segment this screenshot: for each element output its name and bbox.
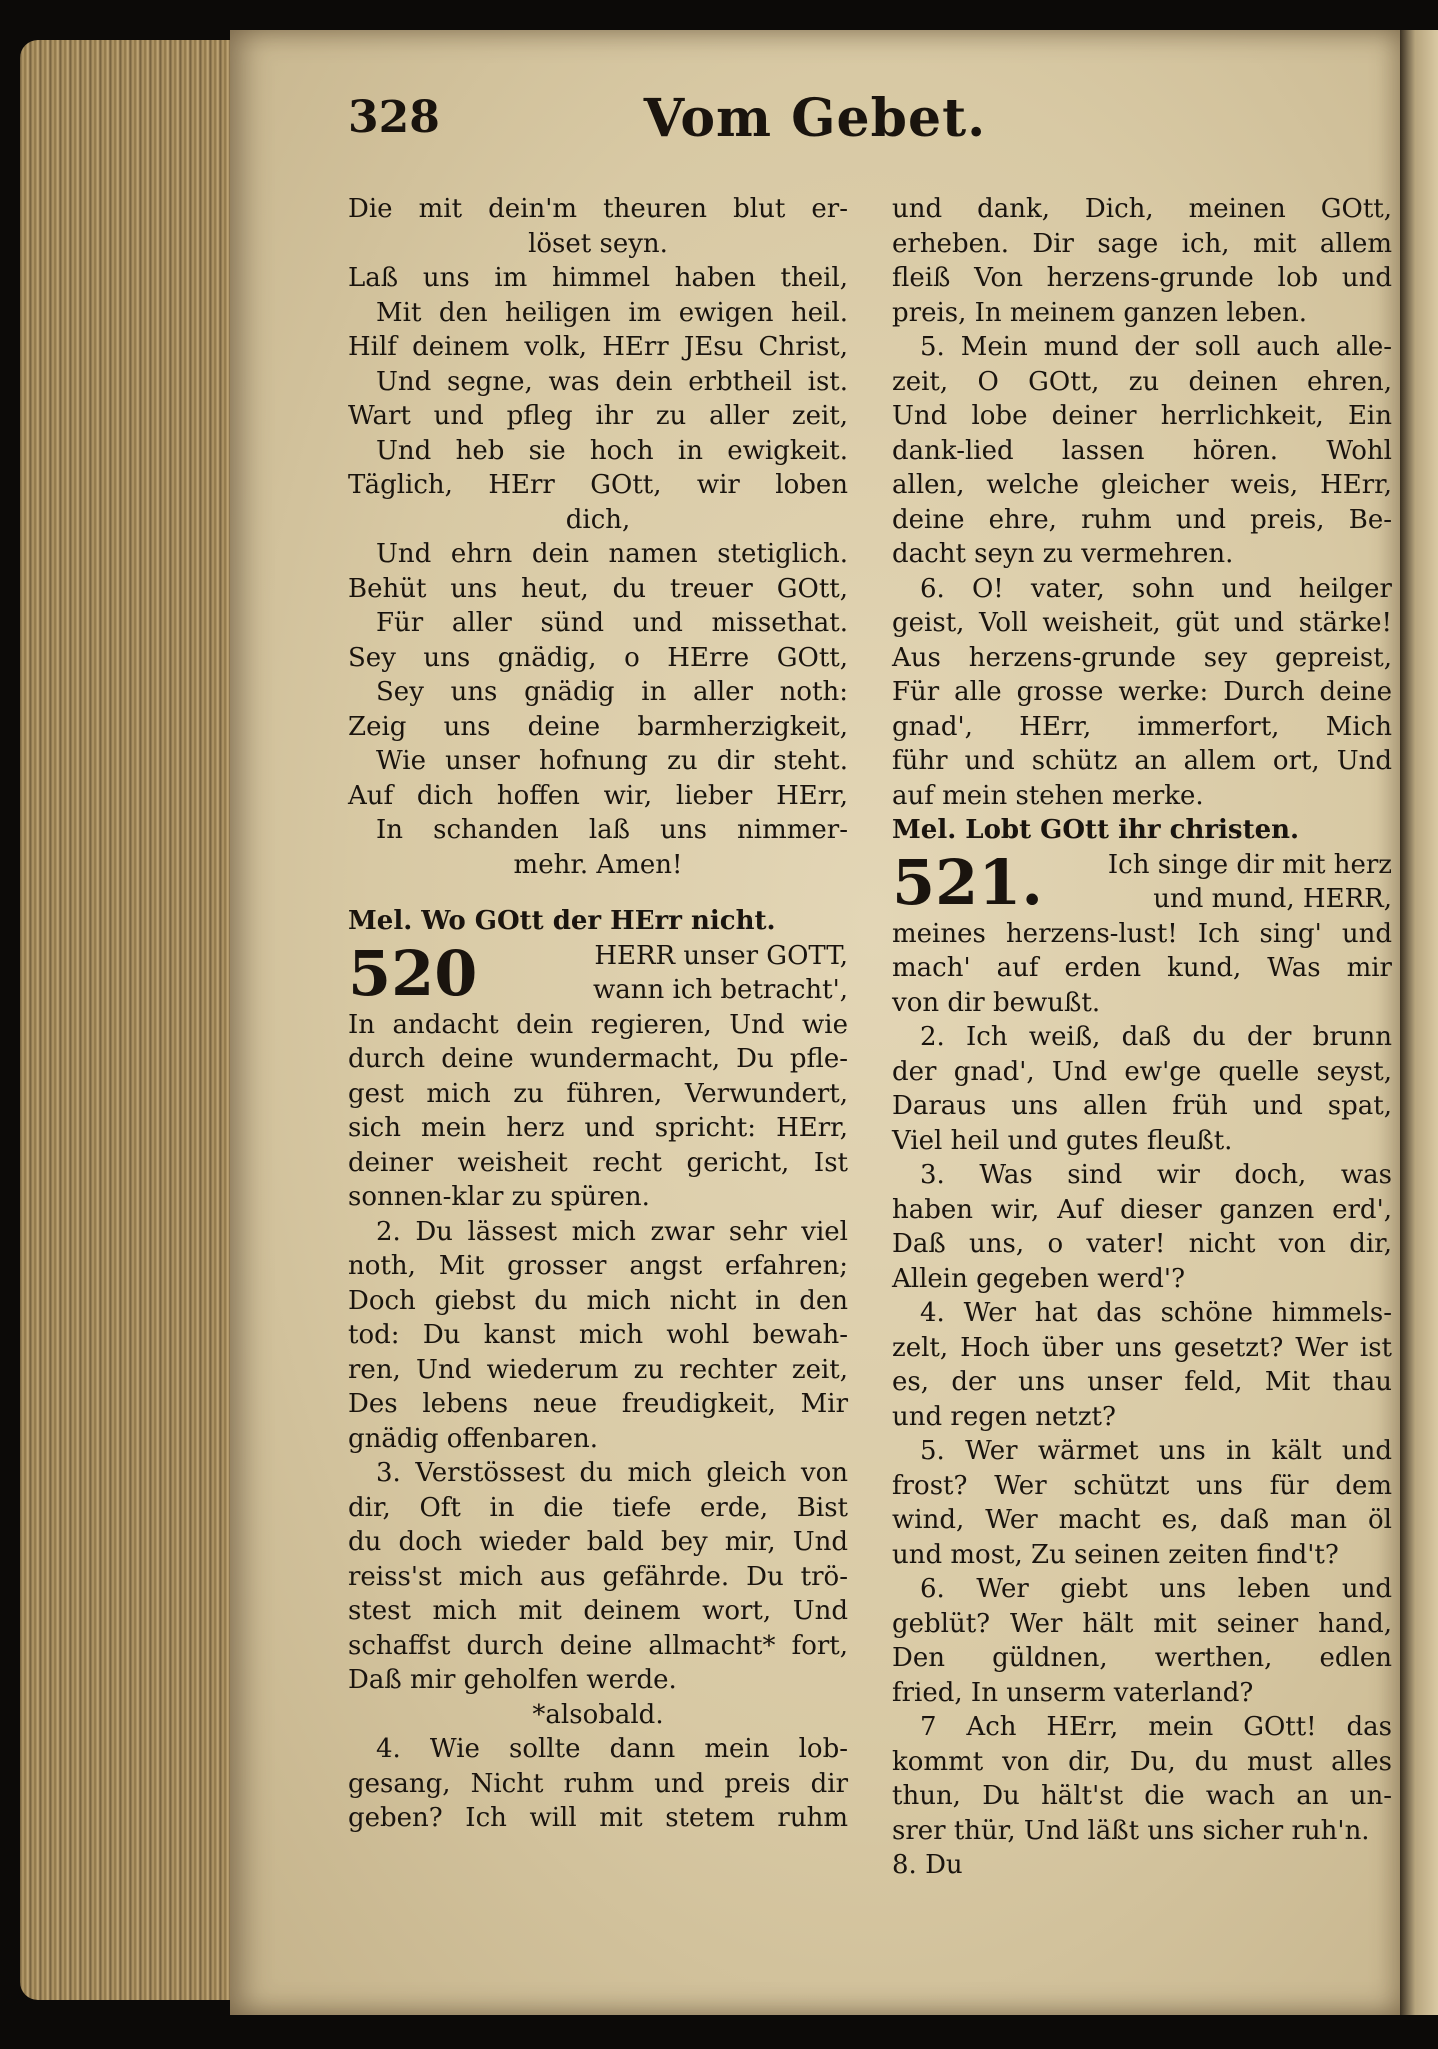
- text-line: mach' auf erden kund, Was mir: [892, 953, 1392, 983]
- hymn-520-start: [348, 936, 848, 1010]
- prayer-verses: [348, 192, 848, 882]
- text-line: dir, Oft in die tiefe erde, Bist: [348, 1492, 848, 1523]
- text-line: Daraus uns allen früh und spat,: [892, 1091, 1392, 1121]
- text-line: In schanden laß uns nimmer-: [376, 815, 848, 845]
- text-line: Auf dich hoffen wir, lieber HErr,: [348, 780, 848, 811]
- text-line: sich mein herz und spricht: HErr,: [348, 1113, 848, 1143]
- text-line: geist, Voll weisheit, güt und stärke!: [892, 608, 1392, 638]
- text-line: 6. Wer giebt uns leben und: [920, 1574, 1392, 1604]
- text-line: 5. Wer wärmet uns in kält und: [920, 1436, 1392, 1466]
- text-line: Und heb sie hoch in ewigkeit.: [376, 435, 848, 466]
- text-line: reiss'st mich aus gefährde. Du trö-: [348, 1561, 848, 1592]
- text-line: Behüt uns heut, du treuer GOtt,: [348, 573, 848, 604]
- text-line: 8. Du: [892, 1850, 963, 1880]
- text-line: schaffst durch deine allmacht* fort,: [348, 1630, 848, 1661]
- text-line: Hilf deinem volk, HErr JEsu Christ,: [348, 332, 848, 362]
- book-page: [230, 30, 1400, 2015]
- text-line: wind, Wer macht es, daß man öl: [892, 1505, 1392, 1535]
- text-line: Den güldnen, werthen, edlen: [892, 1643, 1392, 1673]
- text-line: und most, Zu seinen zeiten find't?: [892, 1539, 1339, 1570]
- text-line: Und lobe deiner herrlichkeit, Ein: [892, 401, 1392, 431]
- text-line: gest mich zu führen, Verwundert,: [348, 1078, 848, 1109]
- hymn-520-text: [348, 1008, 848, 1836]
- text-line: Zeig uns deine barmherzigkeit,: [348, 711, 848, 742]
- text-line: deine ehre, ruhm und preis, Be-: [892, 504, 1392, 535]
- text-line: Wart und pfleg ihr zu aller zeit,: [348, 401, 848, 431]
- text-line: Daß uns, o vater! nicht von dir,: [892, 1229, 1392, 1259]
- text-line: deiner weisheit recht gericht, Ist: [348, 1147, 848, 1178]
- book-page-edges: [20, 40, 250, 2000]
- page-title: Vom Gebet.: [643, 88, 987, 149]
- left-column: [348, 192, 848, 1836]
- text-line: Des lebens neue freudigkeit, Mir: [348, 1389, 848, 1419]
- text-line: erheben. Dir sage ich, mit allem: [892, 228, 1392, 259]
- text-line: Und segne, was dein erbtheil ist.: [376, 366, 848, 397]
- text-line: gnädig offenbaren.: [348, 1423, 598, 1454]
- text-line: 3. Was sind wir doch, was: [920, 1160, 1392, 1190]
- text-line: Allein gegeben werd'?: [892, 1263, 1186, 1294]
- text-line: der gnad', Und ew'ge quelle seyst,: [892, 1056, 1392, 1087]
- text-line: dich,: [565, 504, 631, 535]
- hymn-520-continued: [892, 192, 1392, 813]
- text-line: durch deine wundermacht, Du pfle-: [348, 1044, 848, 1074]
- text-line: Laß uns im himmel haben theil,: [348, 263, 848, 293]
- text-line: 6. O! vater, sohn und heilger: [920, 573, 1392, 604]
- text-line: Viel heil und gutes fleußt.: [892, 1125, 1233, 1156]
- text-line: *alsobald.: [532, 1699, 664, 1730]
- text-line: Täglich, HErr GOtt, wir loben: [348, 470, 848, 500]
- text-line: fleiß Von herzens-grunde lob und: [892, 263, 1392, 293]
- next-page-edge: [1400, 30, 1438, 2015]
- text-line: Die mit dein'm theuren blut er-: [348, 194, 848, 224]
- text-line: Sey uns gnädig, o HErre GOtt,: [348, 642, 848, 673]
- text-line: und dank, Dich, meinen GOtt,: [892, 194, 1392, 224]
- text-line: Für alle grosse werke: Durch deine: [892, 677, 1392, 707]
- hymn-520-first-lines: [593, 939, 848, 1008]
- text-line: es, der uns unser feld, Mit thau: [892, 1367, 1392, 1397]
- text-line: Aus herzens-grunde sey gepreist,: [892, 642, 1392, 673]
- first-line: wann ich betracht',: [593, 975, 848, 1005]
- hymn-number-520: 520: [348, 936, 478, 1010]
- page-number: 328: [348, 92, 440, 143]
- text-line: Wie unser hofnung zu dir steht.: [376, 746, 848, 776]
- text-line: thun, Du hält'st die wach an un-: [892, 1781, 1392, 1811]
- text-line: zelt, Hoch über uns gesetzt? Wer ist: [892, 1332, 1392, 1363]
- text-line: dacht seyn zu vermehren.: [892, 539, 1234, 569]
- text-line: noth, Mit grosser angst erfahren;: [348, 1251, 848, 1281]
- text-line: fried, In unserm vaterland?: [892, 1677, 1254, 1708]
- spacer: [348, 882, 848, 904]
- text-line: Doch giebst du mich nicht in den: [348, 1285, 848, 1316]
- text-line: preis, In meinem ganzen leben.: [892, 297, 1308, 328]
- melody-line-520: Mel. Wo GOtt der HErr nicht.: [348, 906, 776, 936]
- text-line: stest mich mit deinem wort, Und: [348, 1596, 848, 1626]
- text-line: Sey uns gnädig in aller noth:: [376, 677, 848, 707]
- hymn-number-521: 521.: [892, 845, 1044, 919]
- text-line: führ und schütz an allem ort, Und: [892, 746, 1392, 776]
- text-line: Mit den heiligen im ewigen heil.: [376, 297, 848, 328]
- text-line: gesang, Nicht ruhm und preis dir: [348, 1768, 848, 1799]
- text-line: und regen netzt?: [892, 1401, 1116, 1432]
- text-line: frost? Wer schützt uns für dem: [892, 1470, 1392, 1501]
- text-line: In andacht dein regieren, Und wie: [348, 1009, 848, 1040]
- text-line: tod: Du kanst mich wohl bewah-: [348, 1320, 848, 1350]
- text-line: auf mein stehen merke.: [892, 780, 1204, 811]
- melody-line-521: Mel. Lobt GOtt ihr christen.: [892, 815, 1300, 845]
- hymn-521-first-lines: [1108, 848, 1392, 917]
- first-line: HERR unser GOTT,: [594, 940, 848, 971]
- right-column: [892, 192, 1392, 1883]
- text-line: zeit, O GOtt, zu deinen ehren,: [892, 366, 1392, 397]
- text-line: Für aller sünd und missethat.: [376, 608, 848, 638]
- text-line: sonnen-klar zu spüren.: [348, 1182, 650, 1212]
- text-line: allen, welche gleicher weis, HErr,: [892, 470, 1392, 500]
- text-line: mehr. Amen!: [513, 849, 683, 880]
- text-line: 5. Mein mund der soll auch alle-: [920, 332, 1392, 362]
- hymn-521-text: [892, 917, 1392, 1883]
- text-line: ren, Und wiederum zu rechter zeit,: [348, 1354, 848, 1385]
- text-line: 3. Verstössest du mich gleich von: [376, 1458, 848, 1488]
- text-line: srer thür, Und läßt uns sicher ruh'n.: [892, 1815, 1370, 1846]
- first-line: und mund, HERR,: [1153, 884, 1392, 914]
- text-line: 2. Du lässest mich zwar sehr viel: [376, 1216, 848, 1247]
- text-line: meines herzens-lust! Ich sing' und: [892, 918, 1392, 949]
- text-line: löset seyn.: [528, 228, 668, 259]
- text-line: du doch wieder bald bey mir, Und: [348, 1527, 848, 1557]
- text-line: Und ehrn dein namen stetiglich.: [376, 539, 848, 569]
- text-line: dank-lied lassen hören. Wohl: [892, 435, 1392, 466]
- text-line: geben? Ich will mit stetem ruhm: [348, 1803, 848, 1833]
- text-line: Daß mir geholfen werde.: [348, 1665, 677, 1695]
- text-line: geblüt? Wer hält mit seiner hand,: [892, 1608, 1392, 1639]
- text-line: von dir bewußt.: [892, 987, 1101, 1018]
- text-line: gnad', HErr, immerfort, Mich: [892, 711, 1392, 742]
- hymn-521-start: [892, 845, 1392, 919]
- first-line: Ich singe dir mit herz: [1107, 849, 1392, 880]
- text-line: kommt von dir, Du, du must alles: [892, 1746, 1392, 1777]
- text-line: 2. Ich weiß, daß du der brunn: [920, 1022, 1392, 1052]
- text-line: 4. Wie sollte dann mein lob-: [376, 1734, 848, 1764]
- text-line: 7 Ach HErr, mein GOtt! das: [920, 1712, 1392, 1742]
- text-line: haben wir, Auf dieser ganzen erd',: [892, 1194, 1392, 1225]
- text-line: 4. Wer hat das schöne himmels-: [920, 1298, 1392, 1328]
